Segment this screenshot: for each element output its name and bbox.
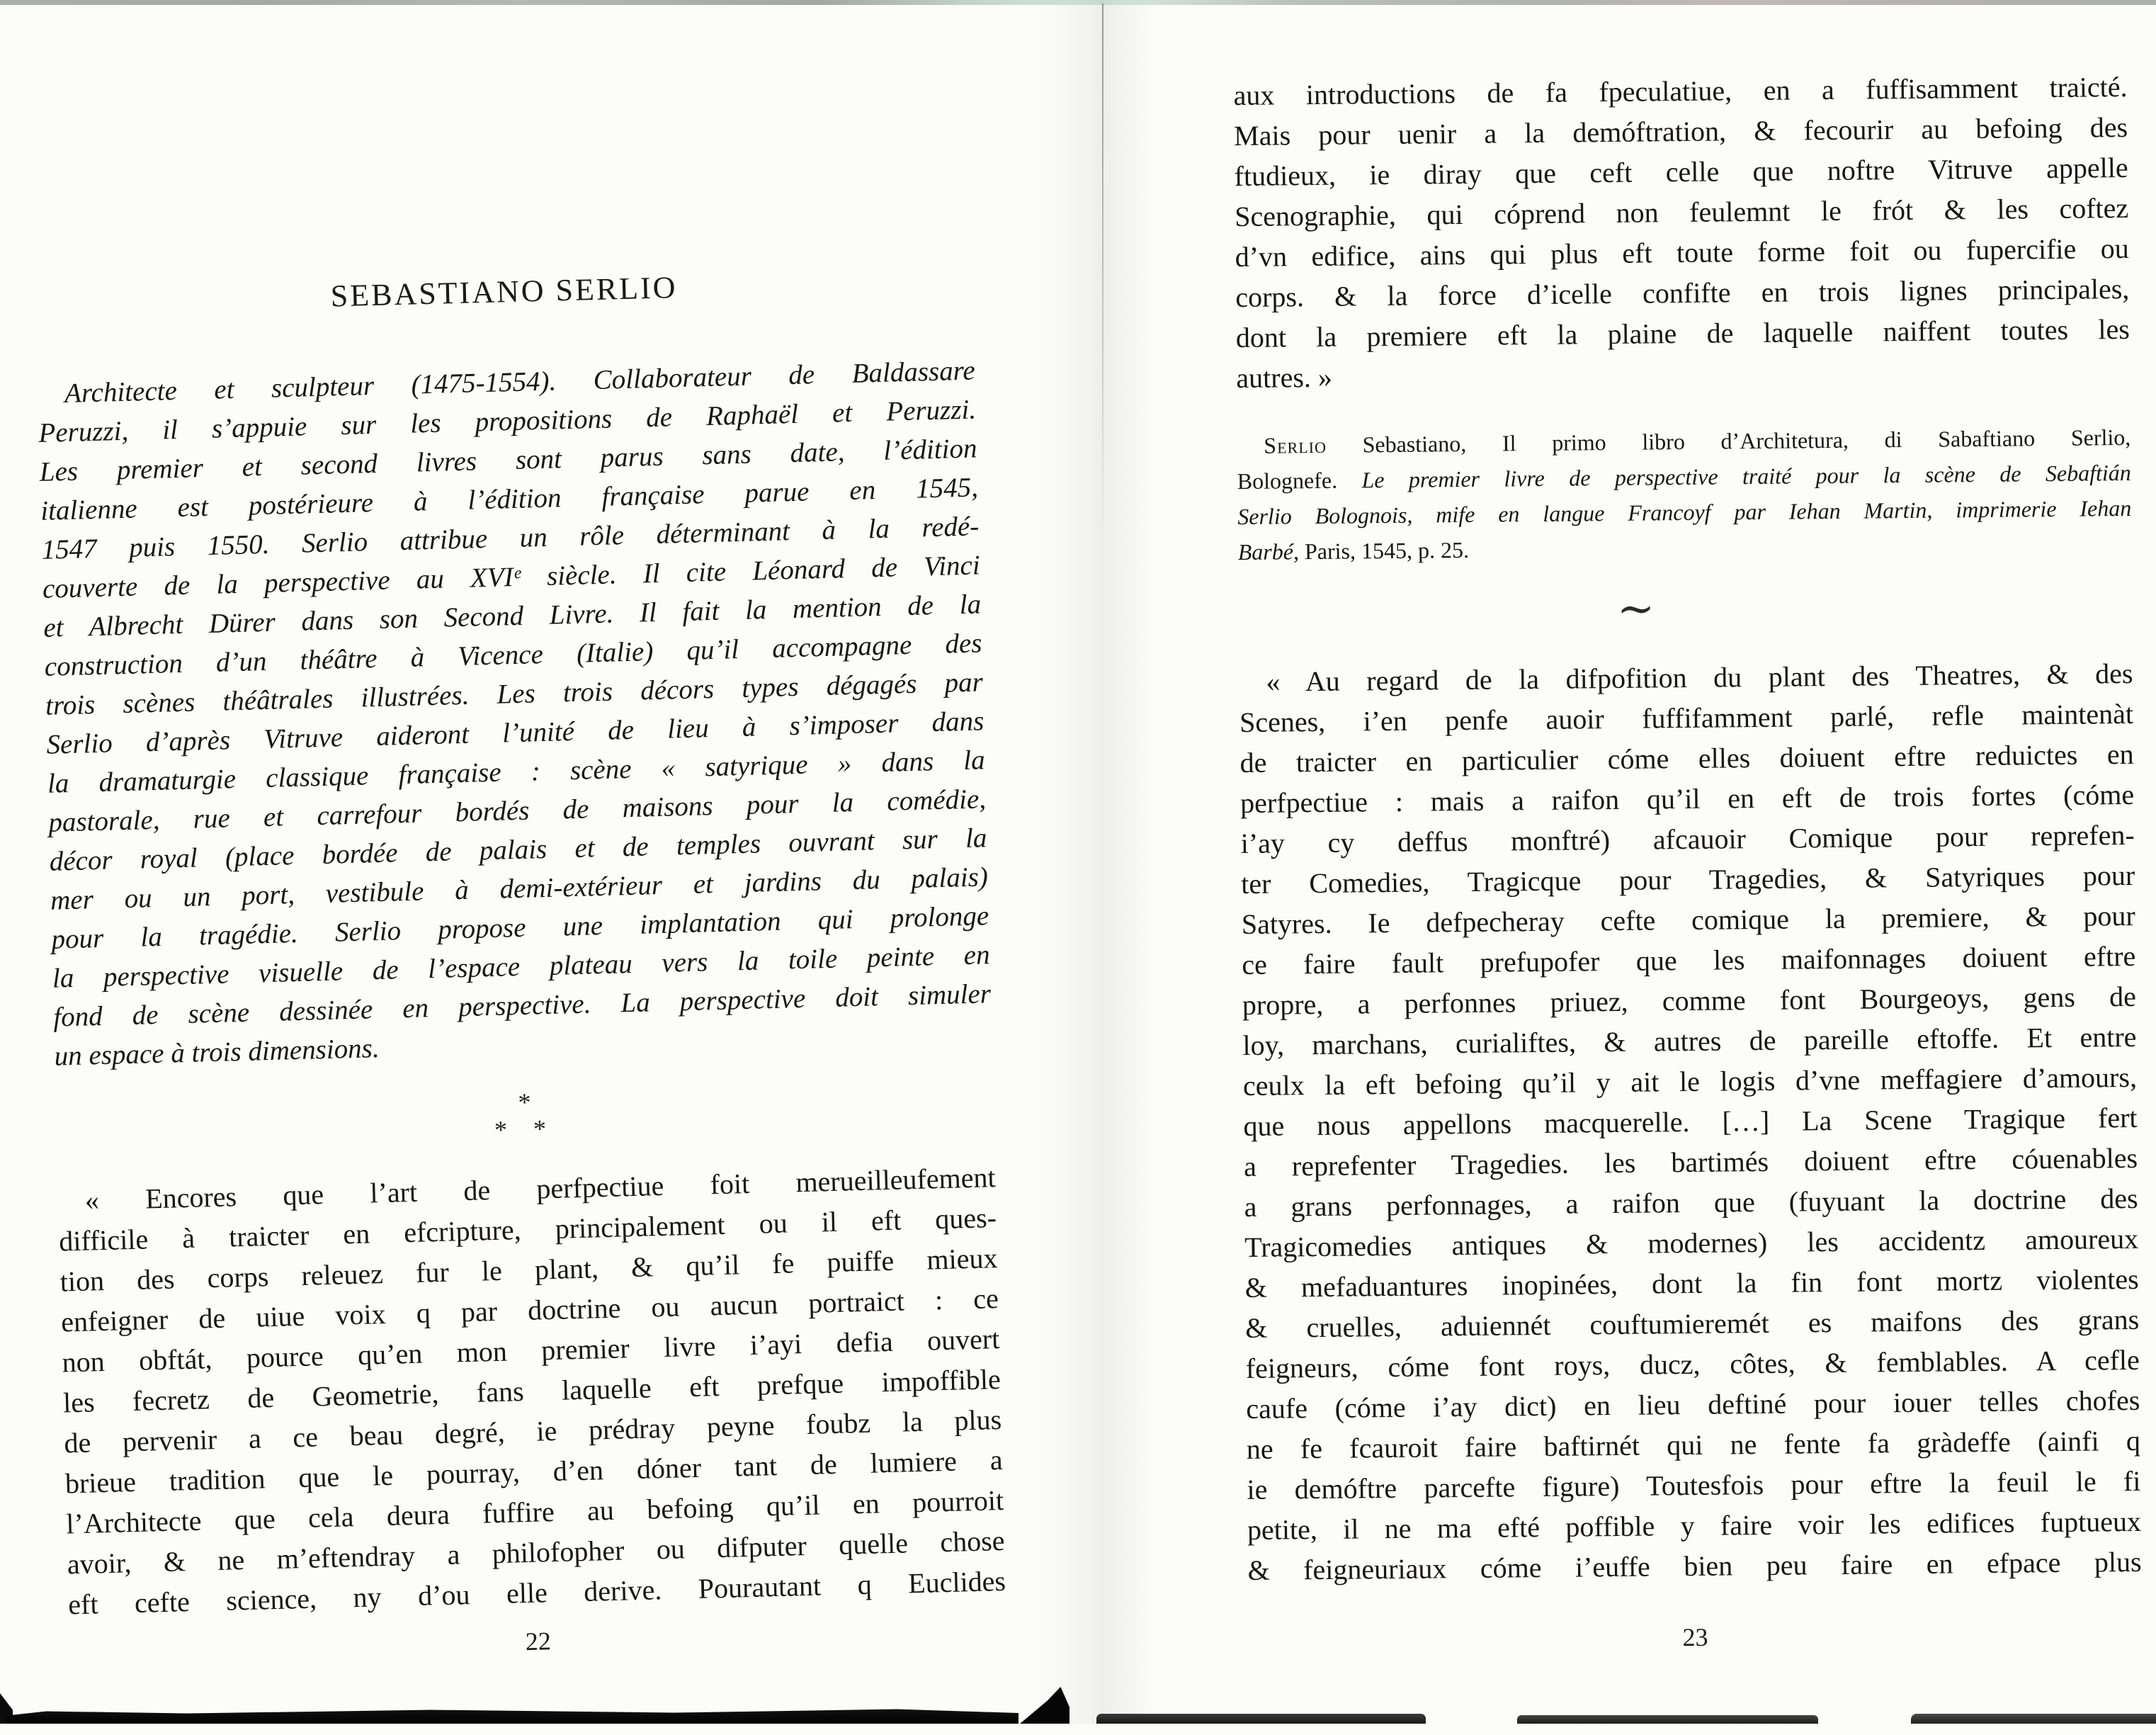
text-line: & cruelles, aduiennét couftumieremét es maifons des grans: [1245, 1303, 2140, 1345]
roman-text: Sebastiano, Il primo libro d’Architetura, di Sabaftiano Serlio,: [1326, 424, 2131, 458]
book-gutter-line: [1102, 4, 1103, 542]
text-line: difficile à traicter en efcripture, principalement ou il eft ques-: [58, 1202, 997, 1258]
text-line: fond de scène dessinée en perspective. La perspective doit simuler: [52, 978, 992, 1033]
text-line: la dramaturgie classique française : scène « satyrique » dans la: [47, 745, 986, 799]
text-line: a grans perfonnages, a raifon que (fuyuant la doctrine des: [1244, 1182, 2138, 1223]
text-line: propre, a perfonnes priuez, comme font Bourgeoys, gens de: [1242, 980, 2137, 1022]
text-line: enfeigner de uiue voix q par doctrine ou aucun portraict : ce: [60, 1282, 999, 1338]
text-line: caufe (cóme i’ay dict) en lieu deftiné pour iouer telles chofes: [1246, 1384, 2140, 1425]
text-line: Les premier et second livres sont parus sans date, l’édition: [39, 433, 977, 487]
citation-reference: [1237, 419, 2132, 570]
scan-bottom-strip-right-2: [1517, 1715, 1818, 1724]
scan-bottom-strip-right-3: [1911, 1714, 2156, 1724]
text-line: décor royal (place bordée de palais et de temples ouvrant sur la: [49, 823, 987, 877]
text-line: i’ay cy deffus monftré) afcauoir Comique pour reprefen-: [1240, 818, 2135, 860]
text-line: brieue tradition que le pourray, d’en dóner tant de lumiere a: [64, 1443, 1004, 1500]
text-line: Serlio d’après Vitruve aideront l’unité de lieu à s’imposer dans: [46, 706, 985, 760]
text-line: l’Architecte que cela deura fuffire au befoing qu’il en pourroit: [65, 1483, 1004, 1540]
page-number-right: 23: [1682, 1622, 1708, 1652]
text-line: italienne est postérieure à l’édition française parue en 1545,: [40, 472, 979, 526]
continuation-paragraph: [1233, 67, 2130, 398]
text-line: Scenographie, qui cóprend non feulemnt le frót & les coftez: [1235, 191, 2129, 233]
text-line: de pervenir a ce beau degré, ie prédray peyne foubz la plus: [63, 1403, 1002, 1459]
text-line: ftudieux, ie diray que ceft celle que noftre Vitruve appelle: [1234, 151, 2128, 193]
text-line: Satyres. Ie defpecheray cefte comique la premiere, & pour: [1241, 899, 2135, 941]
text-line: un espace à trois dimensions.: [54, 1033, 380, 1072]
text-line: d’vn edifice, ains qui plus eft toute forme foit ou fupercifie ou: [1235, 232, 2129, 273]
text-line: Mais pour uenir a la demóftration, & fecourir au befoing des: [1233, 111, 2128, 152]
roman-text: Bolognefe.: [1237, 467, 1362, 494]
text-line: avoir, & ne m’eftendray a philofopher ou difputer quelle chose: [67, 1524, 1006, 1581]
italic-text: Barbé: [1237, 538, 1294, 565]
text-line: petite, il ne ma efté poffible y faire voir les edifices fuptueux: [1247, 1505, 2142, 1547]
page-title: SEBASTIANO SERLIO: [330, 270, 679, 314]
text-line: que nous appellons macquerelle. […] La Scene Tragique fert: [1243, 1101, 2138, 1143]
text-line: couverte de la perspective au XVIᵉ siècle. Il cite Léonard de Vinci: [42, 550, 981, 604]
quoted-passage-left: [57, 1157, 1006, 1624]
bio-paragraph: [37, 351, 992, 1075]
left-page: [28, 0, 1009, 1735]
text-line: perfpectiue : mais a raifon qu’il en eft de trois fortes (cóme: [1239, 778, 2135, 820]
italic-text: Serlio Bolognois, mife en langue Francoyf par Iehan Martin, imprimerie Iehan: [1237, 494, 2132, 530]
text-line: et Albrecht Dürer dans son Second Livre. Il fait la mention de la: [42, 589, 982, 643]
page-number-left: 22: [525, 1627, 552, 1656]
text-line: trois scènes théâtrales illustrées. Les trois décors types dégagés par: [45, 667, 984, 721]
text-line: pastorale, rue et carrefour bordés de maisons pour la comédie,: [47, 784, 987, 838]
text-line: feigneurs, cóme font roys, ducz, côtes, & femblables. A cefle: [1245, 1343, 2140, 1385]
text-line: ceulx la eft befoing qu’il y ait le logis d’vne meffagiere d’amours,: [1242, 1061, 2138, 1102]
text-line: Peruzzi, il s’appuie sur les propositions de Raphaël et Peruzzi.: [38, 394, 977, 448]
asterisk-separator: [55, 1078, 994, 1153]
text-line: [1238, 526, 2132, 570]
quoted-passage-right: [1239, 653, 2142, 1590]
text-line: construction d’un théâtre à Vicence (Italie) qu’il accompagne des: [44, 628, 982, 682]
roman-text: , Paris, 1545, p. 25.: [1293, 536, 1470, 565]
text-line: mer ou un port, vestibule à demi-extérieur et jardins du palais): [50, 861, 989, 916]
italic-text: Le premier livre de perspective traité pour la scène de Sebaftián: [1361, 459, 2131, 493]
text-line: « Encores que l’art de perfpectiue foit merueilleufement: [84, 1161, 997, 1216]
text-line: a reprefenter Tragedies. les bartimés doiuent eftre cóuenables: [1243, 1141, 2138, 1183]
asterisk-bottom: * *: [494, 1114, 557, 1144]
text-line: dont la premiere eft la plaine de laquelle naiffent toutes les: [1235, 312, 2131, 354]
text-line: tion des corps releuez fur le plant, & qu’il fe puiffe mieux: [59, 1242, 998, 1298]
text-line: & feigneuriaux cóme i’euffe bien peu faire en efpace plus: [1247, 1545, 2142, 1587]
text-line: loy, marchans, curialiftes, & autres de pareille eftoffe. Et entre: [1242, 1020, 2137, 1062]
text-line: les fecretz de Geometrie, fans laquelle eft prefque impoffible: [62, 1363, 1002, 1419]
text-line: 1547 puis 1550. Serlio attribue un rôle déterminant à la redé-: [41, 511, 980, 565]
text-line: eft cefte science, ny d’ou elle derive. Pourautant q Euclides: [67, 1564, 1006, 1621]
text-line: autres. »: [1236, 361, 1333, 395]
text-line: ne fe fcauroit faire baftirnét qui ne fente fa gràdeffe (ainfi q: [1246, 1424, 2141, 1466]
tilde-separator: ∼: [1616, 583, 1655, 634]
text-line: Tragicomedies antiques & modernes) les accidentz amoureux: [1244, 1222, 2139, 1264]
scan-bottom-strip-right-1: [1096, 1714, 1426, 1724]
small-caps-text: Serlio: [1264, 431, 1327, 458]
text-line: « Au regard de la difpofition du plant des Theatres, & des: [1266, 657, 2133, 698]
text-line: ce faire fault prefupofer que les maifonnages doiuent eftre: [1242, 939, 2136, 981]
asterisk-top: *: [518, 1087, 532, 1117]
text-line: la perspective visuelle de l’espace plateau vers la toile peinte en: [52, 939, 991, 994]
text-line: corps. & la force d’icelle confifte en trois lignes principales,: [1235, 272, 2130, 314]
text-line: & mefaduantures inopinées, dont la fin font mortz violentes: [1244, 1262, 2139, 1304]
book-gutter-shadow: [1036, 0, 1156, 1724]
text-line: pour la tragédie. Serlio propose une implantation qui prolonge: [51, 900, 989, 955]
text-line: de traicter en particulier cóme elles doiuent eftre reduictes en: [1239, 737, 2134, 779]
text-line: aux introductions de fa fpeculatiue, en a fuffisamment traicté.: [1233, 70, 2128, 112]
text-line: Scenes, i’en penfe auoir fuffifamment parlé, refle maintenàt: [1239, 697, 2134, 739]
text-line: non obftát, pource qu’en mon premier livre i’ayi defia ouvert: [62, 1323, 1000, 1379]
right-page: [1232, 0, 2143, 1728]
text-line: ie demóftre parcefte figure) Toutesfois pour eftre la feuil le fi: [1247, 1464, 2141, 1506]
text-line: Architecte et sculpteur (1475-1554). Collaborateur de Baldassare: [64, 355, 976, 409]
text-line: ter Comedies, Tragicque pour Tragedies, & Satyriques pour: [1241, 859, 2135, 900]
